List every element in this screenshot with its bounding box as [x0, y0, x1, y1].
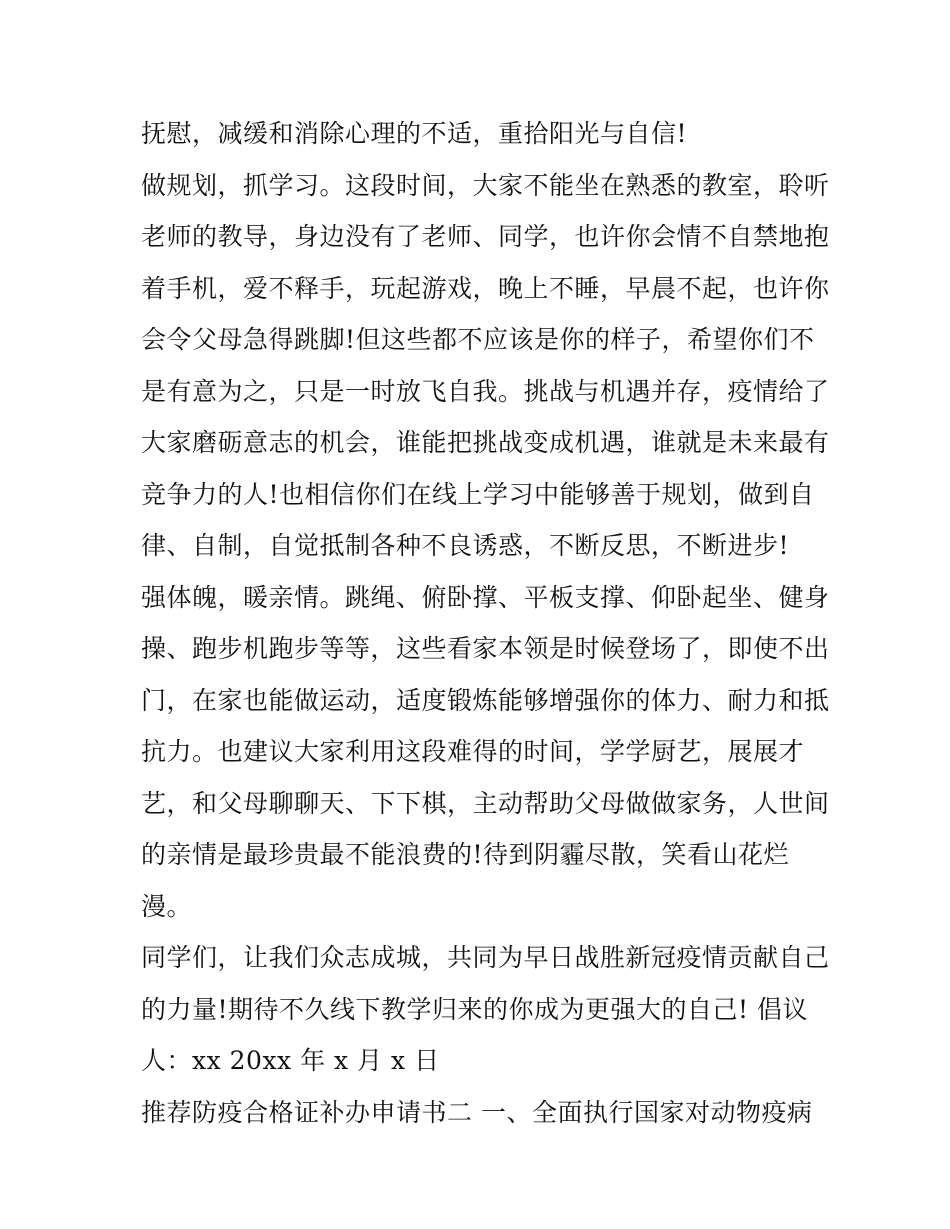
text-line: 抚慰，减缓和消除心理的不适，重拾阳光与自信! [141, 119, 688, 148]
text-line: 律、自制，自觉抵制各种不良诱惑，不断反思，不断进步! [141, 531, 790, 560]
text-line: 抗力。也建议大家利用这段难得的时间，学学厨艺，展展才 [141, 737, 805, 766]
text-line: 会令父母急得跳脚!但这些都不应该是你的样子，希望你们不 [141, 325, 815, 354]
text-line: 是有意为之，只是一时放飞自我。挑战与机遇并存，疫情给了 [141, 376, 830, 406]
text-line: 同学们，让我们众志成城，共同为早日战胜新冠疫情贡献自己 [141, 943, 830, 972]
text-line: 推荐防疫合格证补办申请书二 一、全面执行国家对动物疫病 [141, 1097, 813, 1127]
text-line: 门，在家也能做运动，适度锻炼能够增强你的体力、耐力和抵 [141, 685, 830, 715]
signature-line: 人：xx 20xx 年 x 月 x 日 [141, 1046, 440, 1075]
text-line: 的力量!期待不久线下教学归来的你成为更强大的自己! 倡议 [141, 994, 809, 1024]
text-line: 漫。 [141, 891, 193, 921]
text-line: 做规划，抓学习。这段时间，大家不能坐在熟悉的教室，聆听 [141, 170, 830, 200]
text-line: 竞争力的人!也相信你们在线上学习中能够善于规划，做到自 [141, 479, 815, 509]
text-line: 的亲情是最珍贵最不能浪费的!待到阴霾尽散，笑看山花烂 [141, 840, 790, 869]
body-text [141, 108, 830, 1138]
text-line: 强体魄，暖亲情。跳绳、俯卧撑、平板支撑、仰卧起坐、健身 [141, 582, 830, 612]
text-line: 着手机，爱不释手，玩起游戏，晚上不睡，早晨不起，也许你 [141, 273, 830, 303]
text-line: 老师的教导，身边没有了老师、同学，也许你会情不自禁地抱 [141, 222, 830, 251]
text-line: 大家磨砺意志的机会，谁能把挑战变成机遇，谁就是未来最有 [141, 428, 830, 457]
text-line: 操、跑步机跑步等等，这些看家本领是时候登场了，即使不出 [141, 634, 830, 663]
text-line: 艺，和父母聊聊天、下下棋，主动帮助父母做做家务，人世间 [141, 788, 830, 818]
